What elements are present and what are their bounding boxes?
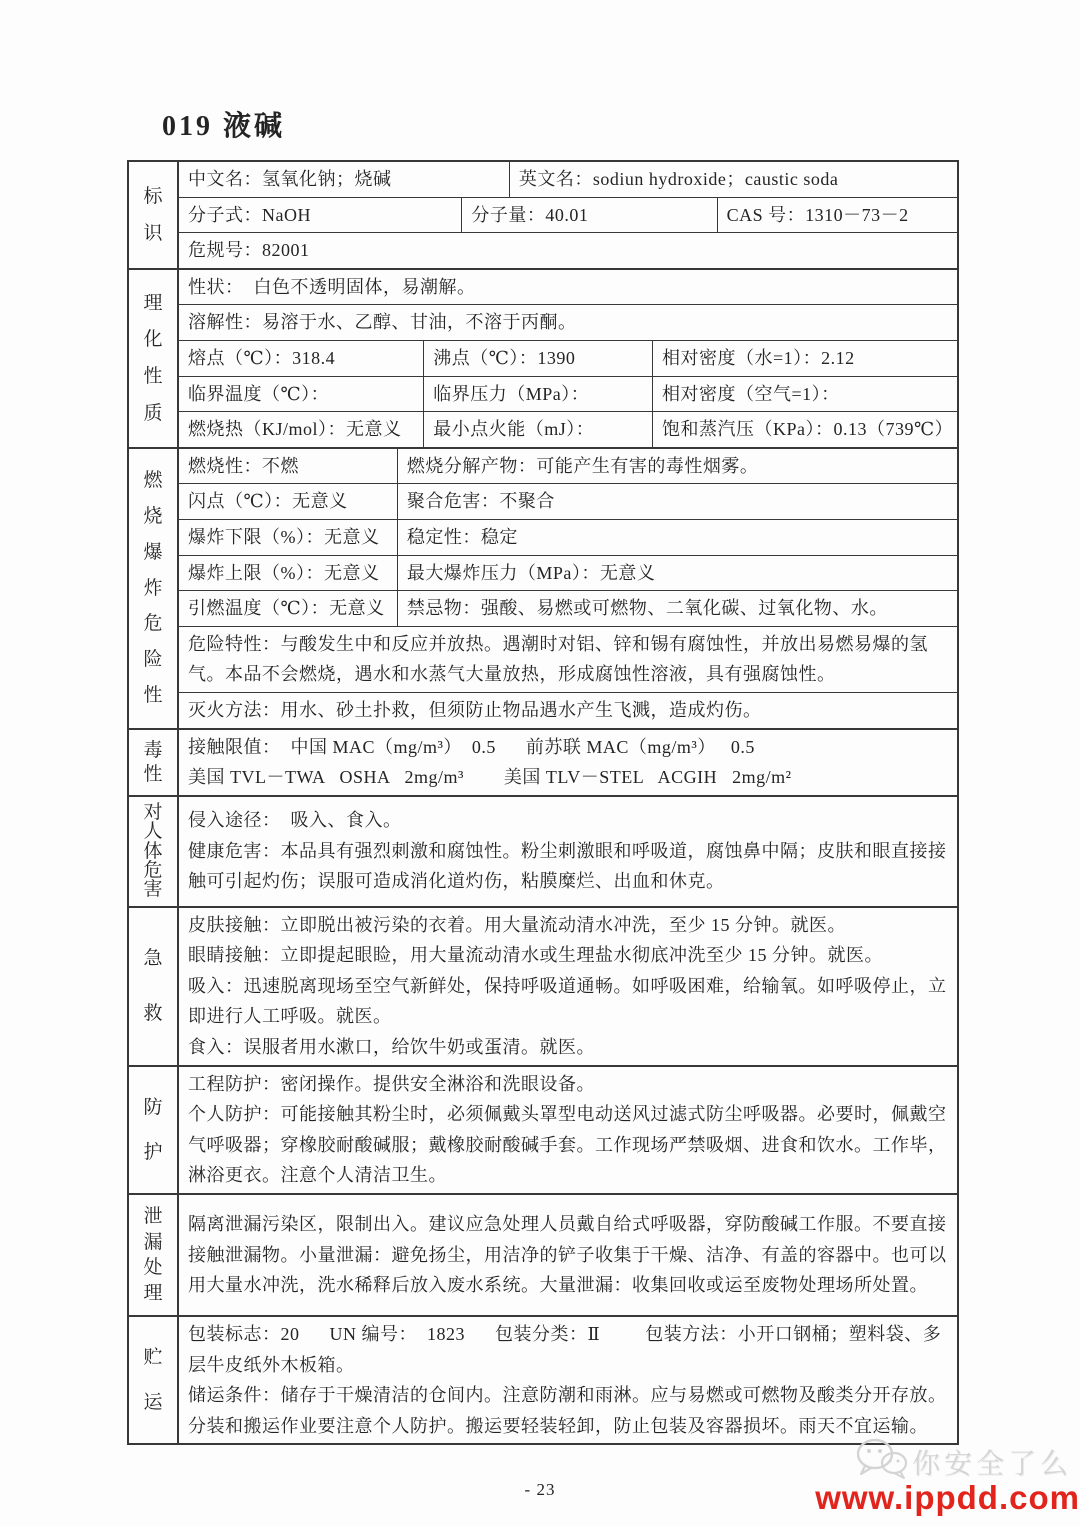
cell-relative-density-water: 相对密度（水=1）：2.12 <box>652 341 957 376</box>
table-row <box>179 483 957 519</box>
table-row <box>179 626 957 692</box>
table-row <box>179 376 957 412</box>
table-row <box>179 908 957 1065</box>
line-storage-conditions: 储运条件：储存于干燥清洁的仓间内。注意防潮和雨淋。应与易燃或可燃物及酸类分开存放。分装和搬运作业要注意个人防护。搬运要轻装轻卸，防止包装及容器损坏。雨天不宜运输。 <box>188 1385 947 1436</box>
table-row <box>179 1195 957 1315</box>
msds-table <box>127 160 959 1445</box>
line-eye-contact: 眼睛接触：立即提起眼睑，用大量流动清水或生理盐水彻底冲洗至少 15 分钟。就医。 <box>188 945 883 966</box>
section-label-first-aid: 急 救 <box>129 908 179 1065</box>
cell-storage-transport <box>179 1317 957 1443</box>
table-row <box>179 590 957 626</box>
table-row <box>179 270 957 305</box>
cell-protection <box>179 1067 957 1193</box>
watermark-text: 你安全了么 <box>911 1447 1072 1479</box>
table-row <box>179 340 957 376</box>
table-row <box>179 232 957 268</box>
cell-english-name: 英文名：sodiun hydroxide；caustic soda <box>509 162 957 197</box>
cell-molecular-formula: 分子式：NaOH <box>188 204 311 225</box>
cell-fire-fighting-method: 灭火方法：用水、砂土扑救，但须防止物品遇水产生飞溅，造成灼伤。 <box>188 699 762 720</box>
line-exposure-limit-2: 美国 TVL－TWA OSHA 2mg/m³ 美国 TLV－STEL ACGIH 2mg/m² <box>188 767 792 788</box>
cell-hazard-characteristics: 危险特性：与酸发生中和反应并放热。遇潮时对铝、锌和锡有腐蚀性，并放出易燃易爆的氢气。本品不会燃烧，遇水和水蒸气大量放热，形成腐蚀性溶液，具有强腐蚀性。 <box>188 633 928 685</box>
line-invasion-route: 侵入途径： 吸入、食入。 <box>188 810 402 831</box>
cell-first-aid <box>179 908 957 1065</box>
table-row <box>179 304 957 340</box>
cell-critical-temperature: 临界温度（℃）： <box>188 383 330 404</box>
table-row <box>179 730 957 795</box>
cell-ignition-temperature: 引燃温度（℃）：无意义 <box>188 598 385 619</box>
cell-combustion-decomposition-products: 燃烧分解产物：可能产生有害的毒性烟雾。 <box>397 449 957 484</box>
section-fire-explosion-hazard <box>129 447 957 728</box>
section-human-health-hazard <box>129 795 957 906</box>
section-label-physical-chemical: 理 化 性 质 <box>129 270 179 447</box>
section-label-health-hazard: 对 人 体 危 害 <box>129 797 179 906</box>
cell-polymerization-hazard: 聚合危害：不聚合 <box>397 484 957 519</box>
cell-saturated-vapor-pressure: 饱和蒸汽压（KPa）：0.13（739℃） <box>652 412 957 447</box>
page-number: - 23 <box>524 1480 556 1499</box>
section-label-identification: 标 识 <box>129 162 179 268</box>
cell-chinese-name: 中文名：氢氧化钠；烧碱 <box>188 169 392 189</box>
line-personal-protection: 个人防护：可能接触其粉尘时，必须佩戴头罩型电动送风过滤式防尘呼吸器。必要时，佩戴空气呼吸器；穿橡胶耐酸碱服；戴橡胶耐酸碱手套。工作现场严禁吸烟、进食和饮水。工作毕，淋浴更衣。注意个人清洁卫生。 <box>188 1104 947 1186</box>
table-row <box>179 797 957 906</box>
cell-health-hazard <box>179 797 957 906</box>
table-row <box>179 411 957 447</box>
table-row <box>179 519 957 555</box>
cell-explosion-lower-limit: 爆炸下限（%）：无意义 <box>188 526 380 547</box>
section-identification <box>129 162 957 268</box>
cell-explosion-upper-limit: 爆炸上限（%）：无意义 <box>188 562 380 583</box>
table-row <box>179 197 957 233</box>
page-title: 019 液碱 <box>162 111 286 142</box>
cell-melting-point: 熔点（℃）：318.4 <box>188 347 336 368</box>
cell-hazard-regulation-number: 危规号：82001 <box>188 240 310 261</box>
section-physical-chemical-properties <box>129 268 957 447</box>
cell-stability: 稳定性：稳定 <box>397 520 957 555</box>
line-packaging: 包装标志：20 UN 编号： 1823 包装分类：Ⅱ 包装方法：小开口钢桶；塑料袋、多层牛皮纸外木板箱。 <box>188 1324 942 1375</box>
watermark-url: www.ippdd.com <box>815 1479 1080 1516</box>
cell-cas-number: CAS 号：1310－73－2 <box>717 198 957 233</box>
section-protection <box>129 1065 957 1193</box>
section-toxicity <box>129 728 957 795</box>
watermark <box>815 1436 1080 1514</box>
cell-max-explosion-pressure: 最大爆炸压力（MPa）：无意义 <box>397 556 957 591</box>
cell-exposure-limits <box>179 730 957 795</box>
table-row <box>179 1317 957 1443</box>
section-label-toxicity: 毒 性 <box>129 730 179 795</box>
section-label-protection: 防 护 <box>129 1067 179 1193</box>
cell-boiling-point: 沸点（℃）：1390 <box>423 341 652 376</box>
line-skin-contact: 皮肤接触：立即脱出被污染的衣着。用大量流动清水冲洗，至少 15 分钟。就医。 <box>188 914 846 935</box>
cell-min-ignition-energy: 最小点火能（mJ）： <box>423 412 652 447</box>
cell-incompatibilities: 禁忌物：强酸、易燃或可燃物、二氧化碳、过氧化物、水。 <box>397 591 957 626</box>
table-row <box>179 162 957 197</box>
cell-solubility: 溶解性：易溶于水、乙醇、甘油，不溶于丙酮。 <box>188 312 577 333</box>
cell-appearance: 性状： 白色不透明固体，易潮解。 <box>188 276 476 297</box>
line-inhalation: 吸入：迅速脱离现场至空气新鲜处，保持呼吸道通畅。如呼吸困难，给输氧。如呼吸停止，立即进行人工呼吸。就医。 <box>188 975 947 1027</box>
line-health-hazard: 健康危害：本品具有强烈刺激和腐蚀性。粉尘刺激眼和呼吸道，腐蚀鼻中隔；皮肤和眼直接接触可引起灼伤；误服可造成消化道灼伤，粘膜糜烂、出血和休克。 <box>188 840 947 892</box>
cell-leakage-disposal: 隔离泄漏污染区，限制出入。建议应急处理人员戴自给式呼吸器，穿防酸碱工作服。不要直接接触泄漏物。小量泄漏：避免扬尘，用洁净的铲子收集于干燥、洁净、有盖的容器中。也可以用大量水冲洗，洗水稀释后放入废水系统。大量泄漏：收集回收或运至废物处理场所处置。 <box>188 1214 947 1296</box>
section-first-aid <box>129 906 957 1065</box>
section-leakage-disposal <box>129 1193 957 1315</box>
section-label-storage: 贮 运 <box>129 1317 179 1443</box>
line-ingestion: 食入：误服者用水漱口，给饮牛奶或蛋清。就医。 <box>188 1037 595 1058</box>
cell-molecular-weight: 分子量：40.01 <box>461 198 716 233</box>
line-engineering-protection: 工程防护：密闭操作。提供安全淋浴和洗眼设备。 <box>188 1073 595 1094</box>
line-exposure-limit-1: 接触限值： 中国 MAC（mg/m³） 0.5 前苏联 MAC（mg/m³） 0.5 <box>188 736 755 757</box>
cell-flash-point: 闪点（℃）：无意义 <box>188 491 348 512</box>
table-row <box>179 692 957 728</box>
section-label-fire-explosion: 燃 烧 爆 炸 危 险 性 <box>129 449 179 728</box>
cell-relative-density-air: 相对密度（空气=1）： <box>652 377 957 412</box>
table-row <box>179 555 957 591</box>
cell-critical-pressure: 临界压力（MPa）： <box>423 377 652 412</box>
section-storage-transport <box>129 1315 957 1443</box>
section-label-leakage: 泄 漏 处 理 <box>129 1195 179 1315</box>
table-row <box>179 1067 957 1193</box>
table-row <box>179 449 957 484</box>
cell-flammability: 燃烧性：不燃 <box>188 455 299 476</box>
cell-combustion-heat: 燃烧热（KJ/mol）：无意义 <box>188 419 402 440</box>
